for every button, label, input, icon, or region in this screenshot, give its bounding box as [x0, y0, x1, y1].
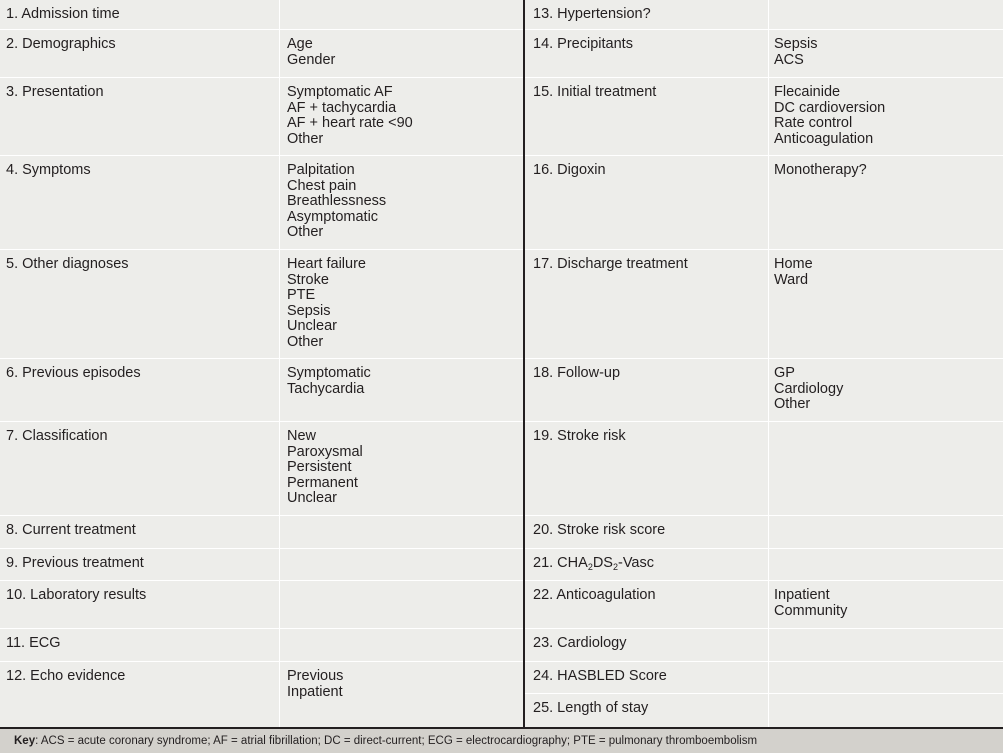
- row-options: [769, 629, 1003, 661]
- row-options: [280, 250, 524, 358]
- option-item: Palpitation: [287, 162, 355, 178]
- table-row: [525, 250, 1003, 359]
- option-item: Cardiology: [774, 380, 844, 397]
- row-options: [769, 662, 1003, 693]
- table-right-half: [523, 0, 1003, 727]
- row-options: [280, 156, 524, 249]
- option-item: Sepsis: [287, 302, 331, 319]
- table-row: [0, 629, 524, 662]
- row-label: 11. ECG: [0, 629, 280, 661]
- option-item: Paroxysmal: [287, 443, 363, 460]
- option-item: GP: [774, 365, 795, 381]
- table-row: [0, 422, 524, 516]
- row-options: [769, 30, 1003, 77]
- option-item: Stroke: [287, 271, 329, 288]
- option-item: Community: [774, 602, 848, 619]
- row-options: [769, 0, 1003, 29]
- row-label: 5. Other diagnoses: [0, 250, 280, 358]
- row-options: [769, 694, 1003, 727]
- table-row: [525, 0, 1003, 30]
- row-label: 19. Stroke risk: [525, 422, 769, 515]
- table-row: [525, 156, 1003, 250]
- row-options: [280, 516, 524, 548]
- option-item: Other: [287, 333, 324, 350]
- option-item: Permanent: [287, 474, 358, 491]
- option-item: Gender: [287, 51, 336, 68]
- row-options: [769, 516, 1003, 548]
- row-label: 23. Cardiology: [525, 629, 769, 661]
- option-item: Sepsis: [774, 36, 818, 52]
- key-label: Key: [14, 735, 36, 747]
- row-options: [280, 30, 524, 77]
- option-item: Anticoagulation: [774, 130, 874, 147]
- option-item: Monotherapy?: [774, 162, 867, 178]
- option-item: Other: [774, 396, 811, 412]
- row-label: 24. HASBLED Score: [525, 662, 769, 693]
- option-item: AF + heart rate <90: [287, 115, 413, 131]
- table-row: [0, 156, 524, 250]
- table-row: [0, 30, 524, 78]
- row-label: 13. Hypertension?: [525, 0, 769, 29]
- option-item: AF + tachycardia: [287, 99, 397, 116]
- table-row: [0, 516, 524, 549]
- row-label: 21. $CHA_2DS_2$-Vasc: [525, 549, 769, 580]
- table-row: [525, 694, 1003, 727]
- option-item: Asymptomatic: [287, 208, 379, 225]
- row-label: 14. Precipitants: [525, 30, 769, 77]
- table-row: [0, 250, 524, 359]
- row-label: 17. Discharge treatment: [525, 250, 769, 358]
- row-options: [280, 422, 524, 515]
- row-options: [769, 549, 1003, 580]
- row-label: 3. Presentation: [0, 78, 280, 155]
- row-options: [769, 78, 1003, 155]
- table-row: [525, 549, 1003, 581]
- table-row: [0, 662, 524, 727]
- option-item: PTE: [287, 287, 316, 303]
- table-row: [0, 359, 524, 422]
- option-item: Previous: [287, 668, 344, 684]
- row-label: 10. Laboratory results: [0, 581, 280, 628]
- row-options: [769, 581, 1003, 628]
- option-item: Flecainide: [774, 84, 841, 100]
- option-item: Age: [287, 36, 313, 52]
- row-label: 16. Digoxin: [525, 156, 769, 249]
- row-options: [280, 581, 524, 628]
- row-label: 18. Follow-up: [525, 359, 769, 421]
- table-row: [0, 78, 524, 156]
- table-row: [0, 581, 524, 629]
- option-item: Breathlessness: [287, 193, 387, 209]
- option-item: ACS: [774, 51, 804, 68]
- option-item: Home: [774, 256, 813, 272]
- option-item: Symptomatic AF: [287, 84, 393, 100]
- row-options: [280, 359, 524, 421]
- option-item: New: [287, 428, 317, 444]
- option-item: Inpatient: [287, 683, 343, 700]
- row-options: [769, 156, 1003, 249]
- option-item: Tachycardia: [287, 380, 365, 397]
- table-row: [525, 662, 1003, 694]
- row-label: 9. Previous treatment: [0, 549, 280, 580]
- row-label: 6. Previous episodes: [0, 359, 280, 421]
- row-label: 15. Initial treatment: [525, 78, 769, 155]
- row-options: [769, 359, 1003, 421]
- table-row: [0, 0, 524, 30]
- option-item: Rate control: [774, 115, 853, 131]
- option-item: Unclear: [287, 490, 337, 506]
- row-options: [280, 78, 524, 155]
- row-options: [769, 422, 1003, 515]
- row-label: 22. Anticoagulation: [525, 581, 769, 628]
- row-options: [280, 662, 524, 727]
- table-row: [525, 516, 1003, 549]
- row-label: 1. Admission time: [0, 0, 280, 29]
- option-item: Persistent: [287, 459, 352, 475]
- table-row: [525, 30, 1003, 78]
- option-item: Inpatient: [774, 587, 830, 603]
- table-row: [525, 581, 1003, 629]
- table-key: [0, 727, 1003, 753]
- row-options: [769, 250, 1003, 358]
- row-label: 7. Classification: [0, 422, 280, 515]
- row-label: 4. Symptoms: [0, 156, 280, 249]
- row-label: 12. Echo evidence: [0, 662, 280, 727]
- option-item: DC cardioversion: [774, 99, 886, 116]
- option-item: Unclear: [287, 318, 337, 334]
- option-item: Ward: [774, 271, 809, 288]
- option-item: Heart failure: [287, 256, 366, 272]
- table-row: [0, 549, 524, 581]
- row-label: 8. Current treatment: [0, 516, 280, 548]
- row-options: [280, 0, 524, 29]
- option-item: Chest pain: [287, 177, 357, 194]
- option-item: Other: [287, 224, 324, 240]
- table-row: [525, 359, 1003, 422]
- row-label: 2. Demographics: [0, 30, 280, 77]
- row-options: [280, 629, 524, 661]
- row-label: 20. Stroke risk score: [525, 516, 769, 548]
- key-text: : ACS = acute coronary syndrome; AF = atrial fibrillation; DC = direct-current; ECG = electrocardiography; PTE = pulmonary thromboembolism: [35, 735, 758, 747]
- option-item: Symptomatic: [287, 365, 371, 381]
- table-row: [525, 629, 1003, 662]
- row-label: 25. Length of stay: [525, 694, 769, 727]
- table-row: [525, 422, 1003, 516]
- row-options: [280, 549, 524, 580]
- option-item: Other: [287, 130, 324, 147]
- table-row: [525, 78, 1003, 156]
